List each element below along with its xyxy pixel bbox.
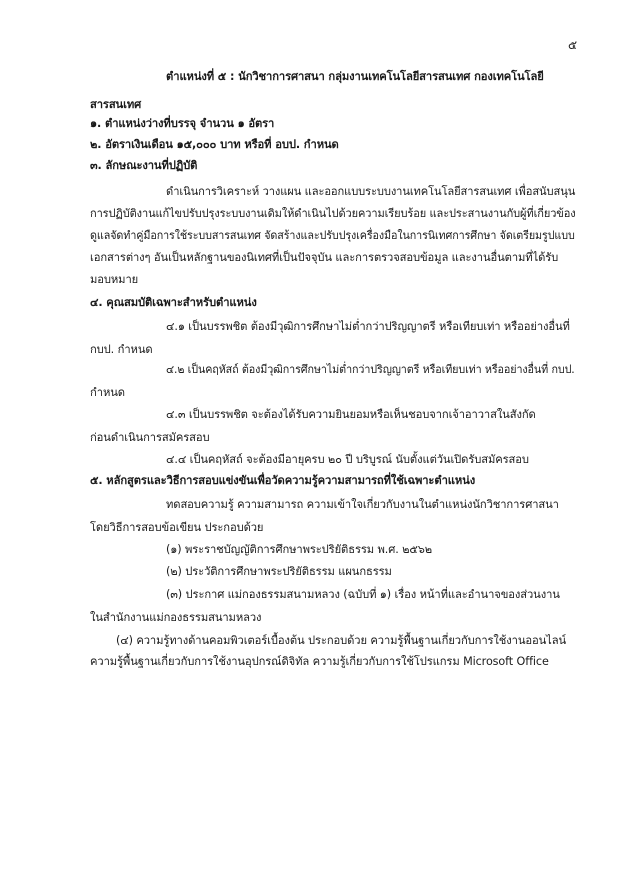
exam-topic-4-cont: ความรู้พื้นฐานเกี่ยวกับการใช้งานอุปกรณ์ดิจิทัล ความรู้เกี่ยวกับการใช้โปรแกรม Microsoft Office bbox=[90, 655, 549, 668]
qualification-4-1-cont: กบป. กำหนด bbox=[90, 343, 153, 356]
exam-intro: ทดสอบความรู้ ความสามารถ ความเข้าใจเกี่ยวกับงานในตำแหน่งนักวิชาการศาสนา bbox=[166, 498, 559, 511]
duties-paragraph: การปฏิบัติงานแก้ไขปรับปรุงระบบงานเดิมให้ดำเนินไปด้วยความเรียบร้อย และประสานงานกับผู้ที่เกี่ยวข้อง bbox=[90, 207, 576, 220]
duties-heading: ๓. ลักษณะงานที่ปฏิบัติ bbox=[90, 159, 198, 172]
qualification-4-2-cont: กำหนด bbox=[90, 386, 125, 399]
qualification-4-4: ๔.๔ เป็นคฤหัสถ์ จะต้องมีอายุครบ ๒๐ ปี บริบูรณ์ นับตั้งแต่วันเปิดรับสมัครสอบ bbox=[166, 453, 529, 466]
exam-heading: ๕. หลักสูตรและวิธีการสอบแข่งขันเพื่อวัดความรู้ความสามารถที่ใช้เฉพาะตำแหน่ง bbox=[90, 474, 476, 487]
duties-paragraph: ดำเนินการวิเคราะห์ วางแผน และออกแบบระบบงานเทคโนโลยีสารสนเทศ เพื่อสนับสนุน bbox=[166, 185, 576, 198]
position-heading-cont: สารสนเทศ bbox=[90, 98, 142, 111]
exam-topic-3: (๓) ประกาศ แม่กองธรรมสนามหลวง (ฉบับที่ ๑) เรื่อง หน้าที่และอำนาจของส่วนงาน bbox=[166, 588, 560, 601]
duties-paragraph: มอบหมาย bbox=[90, 273, 139, 286]
qualification-4-2: ๔.๒ เป็นคฤหัสถ์ ต้องมีวุฒิการศึกษาไม่ต่ำกว่าปริญญาตรี หรือเทียบเท่า หรืออย่างอื่นที่ กบป. bbox=[166, 363, 575, 376]
position-heading: ตำแหน่งที่ ๕ : นักวิชาการศาสนา กลุ่มงานเทคโนโลยีสารสนเทศ กองเทคโนโลยี bbox=[166, 70, 544, 83]
page-number: ๕ bbox=[568, 38, 578, 52]
duties-paragraph: ดูแลจัดทำคู่มือการใช้ระบบสารสนเทศ จัดสร้างและปรับปรุงเครื่องมือในการนิเทศการศึกษา จัดเตรียมรูปแบบ bbox=[90, 229, 575, 242]
qualification-4-3: ๔.๓ เป็นบรรพชิต จะต้องได้รับความยินยอมหรือเห็นชอบจากเจ้าอาวาสในสังกัด bbox=[166, 408, 536, 421]
qualification-4-3-cont: ก่อนดำเนินการสมัครสอบ bbox=[90, 431, 210, 444]
exam-topic-1: (๑) พระราชบัญญัติการศึกษาพระปริยัติธรรม พ.ศ. ๒๕๖๒ bbox=[166, 543, 433, 556]
exam-topic-4: (๔) ความรู้ทางด้านคอมพิวเตอร์เบื้องต้น ประกอบด้วย ความรู้พื้นฐานเกี่ยวกับการใช้งานออนไลน์ bbox=[116, 634, 566, 647]
exam-topic-3-cont: ในสำนักงานแม่กองธรรมสนามหลวง bbox=[90, 611, 262, 624]
salary-rate: ๒. อัตราเงินเดือน ๑๕,๐๐๐ บาท หรือที่ อบป. กำหนด bbox=[90, 138, 339, 151]
qualifications-heading: ๔. คุณสมบัติเฉพาะสำหรับตำแหน่ง bbox=[90, 296, 257, 309]
exam-topic-2: (๒) ประวัติการศึกษาพระปริยัติธรรม แผนกธรรม bbox=[166, 565, 392, 578]
qualification-4-1: ๔.๑ เป็นบรรพชิต ต้องมีวุฒิการศึกษาไม่ต่ำกว่าปริญญาตรี หรือเทียบเท่า หรืออย่างอื่นที่ bbox=[166, 320, 570, 333]
vacancy-count: ๑. ตำแหน่งว่างที่บรรจุ จำนวน ๑ อัตรา bbox=[90, 117, 275, 130]
exam-intro-cont: โดยวิธีการสอบข้อเขียน ประกอบด้วย bbox=[90, 521, 264, 534]
duties-paragraph: เอกสารต่างๆ อันเป็นหลักฐานของนิเทศที่เป็นปัจจุบัน และการตรวจสอบข้อมูล และงานอื่นตามที่ได้รับ bbox=[90, 251, 559, 264]
